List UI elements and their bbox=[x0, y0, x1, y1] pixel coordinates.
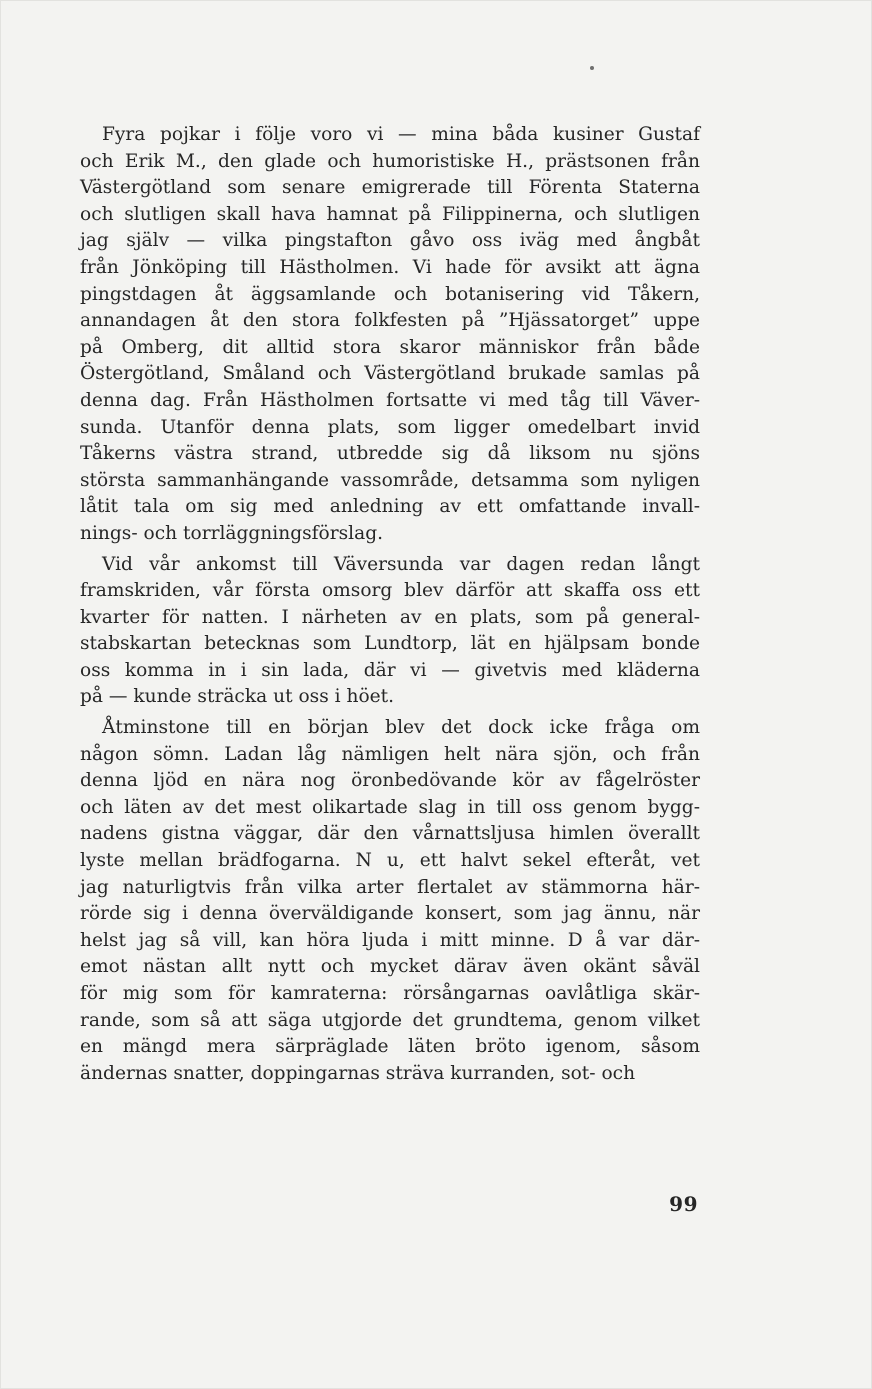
text-line: på Omberg, dit alltid stora skaror människor från både bbox=[80, 336, 700, 358]
paragraph-2 bbox=[80, 552, 700, 712]
text-line: Fyra pojkar i följe voro vi — mina båda kusiner Gustaf bbox=[102, 124, 700, 145]
text-line: någon sömn. Ladan låg nämligen helt nära sjön, och från bbox=[80, 743, 700, 765]
text-line: från Jönköping till Hästholmen. Vi hade för avsikt att ägna bbox=[80, 256, 700, 278]
text-line: denna ljöd en nära nog öronbedövande kör av fågelröster bbox=[80, 770, 700, 792]
text-line: på — kunde sträcka ut oss i höet. bbox=[80, 686, 395, 708]
text-line: en mängd mera särpräglade läten bröto igenom, såsom bbox=[80, 1036, 700, 1058]
text-line: jag naturligtvis från vilka arter flertalet av stämmorna här- bbox=[80, 876, 700, 898]
text-line: ändernas snatter, doppingarnas sträva kurranden, sot- och bbox=[80, 1062, 636, 1084]
text-line: helst jag så vill, kan höra ljuda i mitt minne. D å var där- bbox=[80, 929, 700, 951]
text-line: och Erik M., den glade och humoristiske H., prästsonen från bbox=[80, 150, 700, 172]
text-line: Åtminstone till en början blev det dock icke fråga om bbox=[102, 717, 700, 739]
text-line: nadens gistna väggar, där den vårnattsljusa himlen överallt bbox=[80, 823, 700, 845]
text-line: Östergötland, Småland och Västergötland brukade samlas på bbox=[80, 363, 700, 385]
text-line: oss komma in i sin lada, där vi — givetvis med kläderna bbox=[80, 659, 700, 681]
text-line: Vid vår ankomst till Väversunda var dagen redan långt bbox=[102, 553, 700, 575]
text-line: största sammanhängande vassområde, detsamma som nyligen bbox=[80, 469, 700, 491]
text-line: och slutligen skall hava hamnat på Filippinerna, och slutligen bbox=[80, 203, 700, 225]
print-speck bbox=[590, 66, 594, 70]
text-line: för mig som för kamraterna: rörsångarnas oavlåtliga skär- bbox=[80, 983, 700, 1004]
text-line: emot nästan allt nytt och mycket därav även okänt såväl bbox=[80, 956, 700, 978]
text-line: sunda. Utanför denna plats, som ligger omedelbart invid bbox=[80, 416, 700, 438]
body-text bbox=[80, 122, 700, 1087]
text-line: kvarter för natten. I närheten av en plats, som på general- bbox=[80, 606, 700, 628]
text-line: och läten av det mest olikartade slag in till oss genom bygg- bbox=[80, 796, 700, 818]
text-line: Tåkerns västra strand, utbredde sig då liksom nu sjöns bbox=[80, 443, 700, 465]
text-line: lyste mellan brädfogarna. N u, ett halvt sekel efteråt, vet bbox=[80, 850, 700, 872]
text-line: jag själv — vilka pingstafton gåvo oss iväg med ångbåt bbox=[80, 230, 700, 252]
text-line: nings- och torrläggningsförslag. bbox=[80, 522, 384, 544]
paragraph-3 bbox=[80, 715, 700, 1087]
text-line: rande, som så att säga utgjorde det grundtema, genom vilket bbox=[80, 1009, 700, 1031]
text-line: denna dag. Från Hästholmen fortsatte vi med tåg till Väver- bbox=[80, 389, 700, 411]
paragraph-1 bbox=[80, 122, 700, 548]
text-line: låtit tala om sig med anledning av ett omfattande invall- bbox=[80, 496, 700, 518]
text-line: annandagen åt den stora folkfesten på ”Hjässatorget” uppe bbox=[80, 310, 700, 332]
page-number: 99 bbox=[669, 1192, 698, 1216]
text-line: pingstdagen åt äggsamlande och botanisering vid Tåkern, bbox=[80, 283, 700, 305]
text-line: rörde sig i denna överväldigande konsert, som jag ännu, när bbox=[80, 903, 700, 925]
text-line: Västergötland som senare emigrerade till Förenta Staterna bbox=[80, 177, 700, 199]
text-line: stabskartan betecknas som Lundtorp, lät en hjälpsam bonde bbox=[80, 633, 700, 655]
text-line: framskriden, vår första omsorg blev därför att skaffa oss ett bbox=[80, 580, 700, 602]
